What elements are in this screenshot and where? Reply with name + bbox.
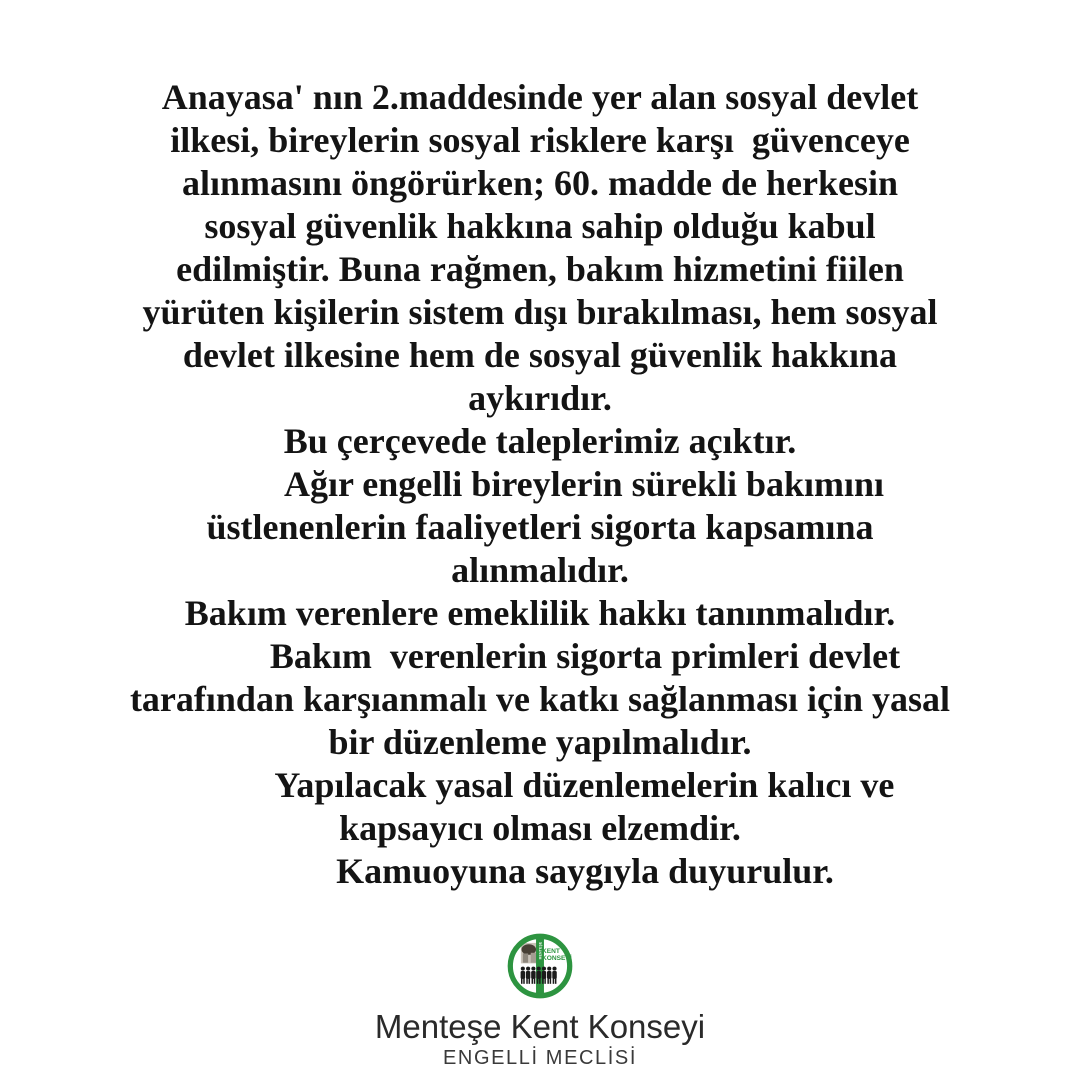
- statement-line: edilmiştir. Buna rağmen, bakım hizmetini fiilen: [176, 249, 904, 289]
- logo-label-konseyi: KONSEYİ: [541, 955, 572, 963]
- footer: [0, 933, 1080, 1070]
- statement-line: Bakım verenlere emeklilik hakkı tanınmalıdır.: [184, 593, 896, 633]
- logo-vertical-label: MENTEŞE: [538, 941, 543, 960]
- statement-line: alınmasını öngörürken; 60. madde de herkesin: [181, 163, 899, 203]
- statement-line: sosyal güvenlik hakkına sahip olduğu kabul: [204, 206, 876, 246]
- statement-line: Ağır engelli bireylerin sürekli bakımını: [195, 464, 885, 504]
- statement-line: bir düzenleme yapılmalıdır.: [328, 722, 752, 762]
- statement-line: Bu çerçevede taleplerimiz açıktır.: [283, 421, 797, 461]
- org-subtitle: ENGELLİ MECLİSİ: [442, 1047, 638, 1069]
- org-name: Menteşe Kent Konseyi: [374, 1008, 706, 1045]
- statement-line: alınmalıdır.: [451, 550, 629, 590]
- statement-line: aykırıdır.: [468, 378, 612, 418]
- statement-line: kapsayıcı olması elzemdir.: [339, 808, 741, 848]
- statement-line: Kamuoyuna saygıyla duyurulur.: [246, 851, 834, 891]
- statement-line: devlet ilkesine hem de sosyal güvenlik hakkına: [182, 335, 898, 375]
- statement-line: tarafından karşıanmalı ve katkı sağlanması için yasal: [129, 679, 951, 719]
- statement-line: Anayasa' nın 2.maddesinde yer alan sosyal devlet: [161, 77, 919, 117]
- mentese-kent-konseyi-logo-icon: [507, 933, 573, 999]
- statement-line: ilkesi, bireylerin sosyal risklere karşı güvenceye: [170, 120, 910, 160]
- statement-line: üstlenenlerin faaliyetleri sigorta kapsamına: [206, 507, 874, 547]
- statement-line: yürüten kişilerin sistem dışı bırakılması, hem sosyal: [142, 292, 938, 332]
- statement-line: Bakım verenlerin sigorta primleri devlet: [179, 636, 901, 676]
- logo-label-kent: KENT: [541, 947, 560, 955]
- statement-line: Yapılacak yasal düzenlemelerin kalıcı ve: [185, 765, 895, 805]
